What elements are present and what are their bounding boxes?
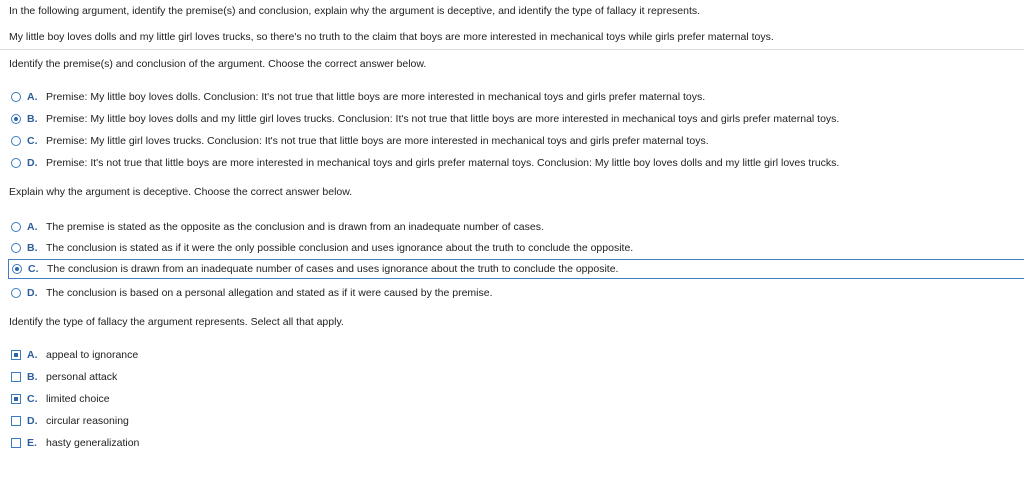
option-letter: E. [27, 437, 37, 449]
q2-option-b[interactable] [8, 239, 633, 257]
option-letter: D. [27, 157, 38, 169]
option-text: The conclusion is based on a personal allegation and stated as if it were caused by the premise. [46, 287, 493, 299]
option-letter: A. [27, 91, 38, 103]
q1-option-d[interactable] [8, 154, 839, 172]
radio-icon[interactable] [11, 288, 21, 298]
checkbox-icon[interactable] [11, 438, 21, 448]
option-letter: C. [28, 263, 39, 275]
checkbox-checked-icon[interactable] [11, 394, 21, 404]
option-letter: C. [27, 135, 38, 147]
option-letter: A. [27, 349, 38, 361]
option-letter: C. [27, 393, 38, 405]
q2-option-d[interactable] [8, 284, 493, 302]
option-letter: A. [27, 221, 38, 233]
radio-icon[interactable] [11, 136, 21, 146]
q3-option-d[interactable] [8, 412, 129, 430]
argument-text: My little boy loves dolls and my little girl loves trucks, so there's no truth to the claim that boys are more interested in mechanical toys while girls prefer maternal toys. [9, 31, 774, 43]
q1-option-a[interactable] [8, 88, 705, 106]
option-letter: D. [27, 287, 38, 299]
radio-icon[interactable] [11, 92, 21, 102]
q2-option-a[interactable] [8, 218, 544, 236]
option-text: personal attack [46, 371, 118, 383]
option-text: The premise is stated as the opposite as the conclusion and is drawn from an inadequate number of cases. [46, 221, 544, 233]
option-letter: D. [27, 415, 38, 427]
question-2-prompt: Explain why the argument is deceptive. Choose the correct answer below. [9, 186, 353, 198]
option-text: appeal to ignorance [46, 349, 139, 361]
option-text: Premise: My little boy loves dolls. Conclusion: It's not true that little boys are more interested in mechanical toys and girls prefer maternal toys. [46, 91, 706, 103]
instructions-text: In the following argument, identify the premise(s) and conclusion, explain why the argument is deceptive, and identify the type of fallacy it represents. [9, 5, 701, 17]
option-text: The conclusion is stated as if it were the only possible conclusion and uses ignorance about the truth to conclude the opposite. [46, 242, 634, 254]
question-1-prompt: Identify the premise(s) and conclusion of the argument. Choose the correct answer below. [9, 58, 427, 70]
checkbox-icon[interactable] [11, 372, 21, 382]
q1-option-c[interactable] [8, 132, 709, 150]
q3-option-e[interactable] [8, 434, 139, 452]
q3-option-b[interactable] [8, 368, 117, 386]
option-text: limited choice [46, 393, 110, 405]
option-text: circular reasoning [46, 415, 129, 427]
q3-option-c[interactable] [8, 390, 110, 408]
radio-icon[interactable] [11, 243, 21, 253]
option-text: Premise: My little girl loves trucks. Conclusion: It's not true that little boys are more interested in mechanical toys and girls prefer maternal toys. [46, 135, 709, 147]
radio-selected-icon[interactable] [12, 264, 22, 274]
radio-selected-icon[interactable] [11, 114, 21, 124]
option-letter: B. [27, 371, 38, 383]
checkbox-checked-icon[interactable] [11, 350, 21, 360]
question-3-prompt: Identify the type of fallacy the argument represents. Select all that apply. [9, 316, 344, 328]
option-text: hasty generalization [46, 437, 140, 449]
option-letter: B. [27, 242, 38, 254]
radio-icon[interactable] [11, 158, 21, 168]
option-text: The conclusion is drawn from an inadequate number of cases and uses ignorance about the truth to conclude the opposite. [47, 263, 619, 275]
q1-option-b[interactable] [8, 110, 839, 128]
divider [0, 49, 1024, 50]
q2-option-c[interactable] [8, 259, 1024, 279]
option-letter: B. [27, 113, 38, 125]
checkbox-icon[interactable] [11, 416, 21, 426]
q3-option-a[interactable] [8, 346, 138, 364]
option-text: Premise: My little boy loves dolls and my little girl loves trucks. Conclusion: It's not true that little boys are more interested in mechanical toys and girls prefer maternal toys. [46, 113, 840, 125]
option-text: Premise: It's not true that little boys are more interested in mechanical toys and girls prefer maternal toys. Conclusion: My little boy loves dolls and my little girl loves trucks. [46, 157, 840, 169]
radio-icon[interactable] [11, 222, 21, 232]
